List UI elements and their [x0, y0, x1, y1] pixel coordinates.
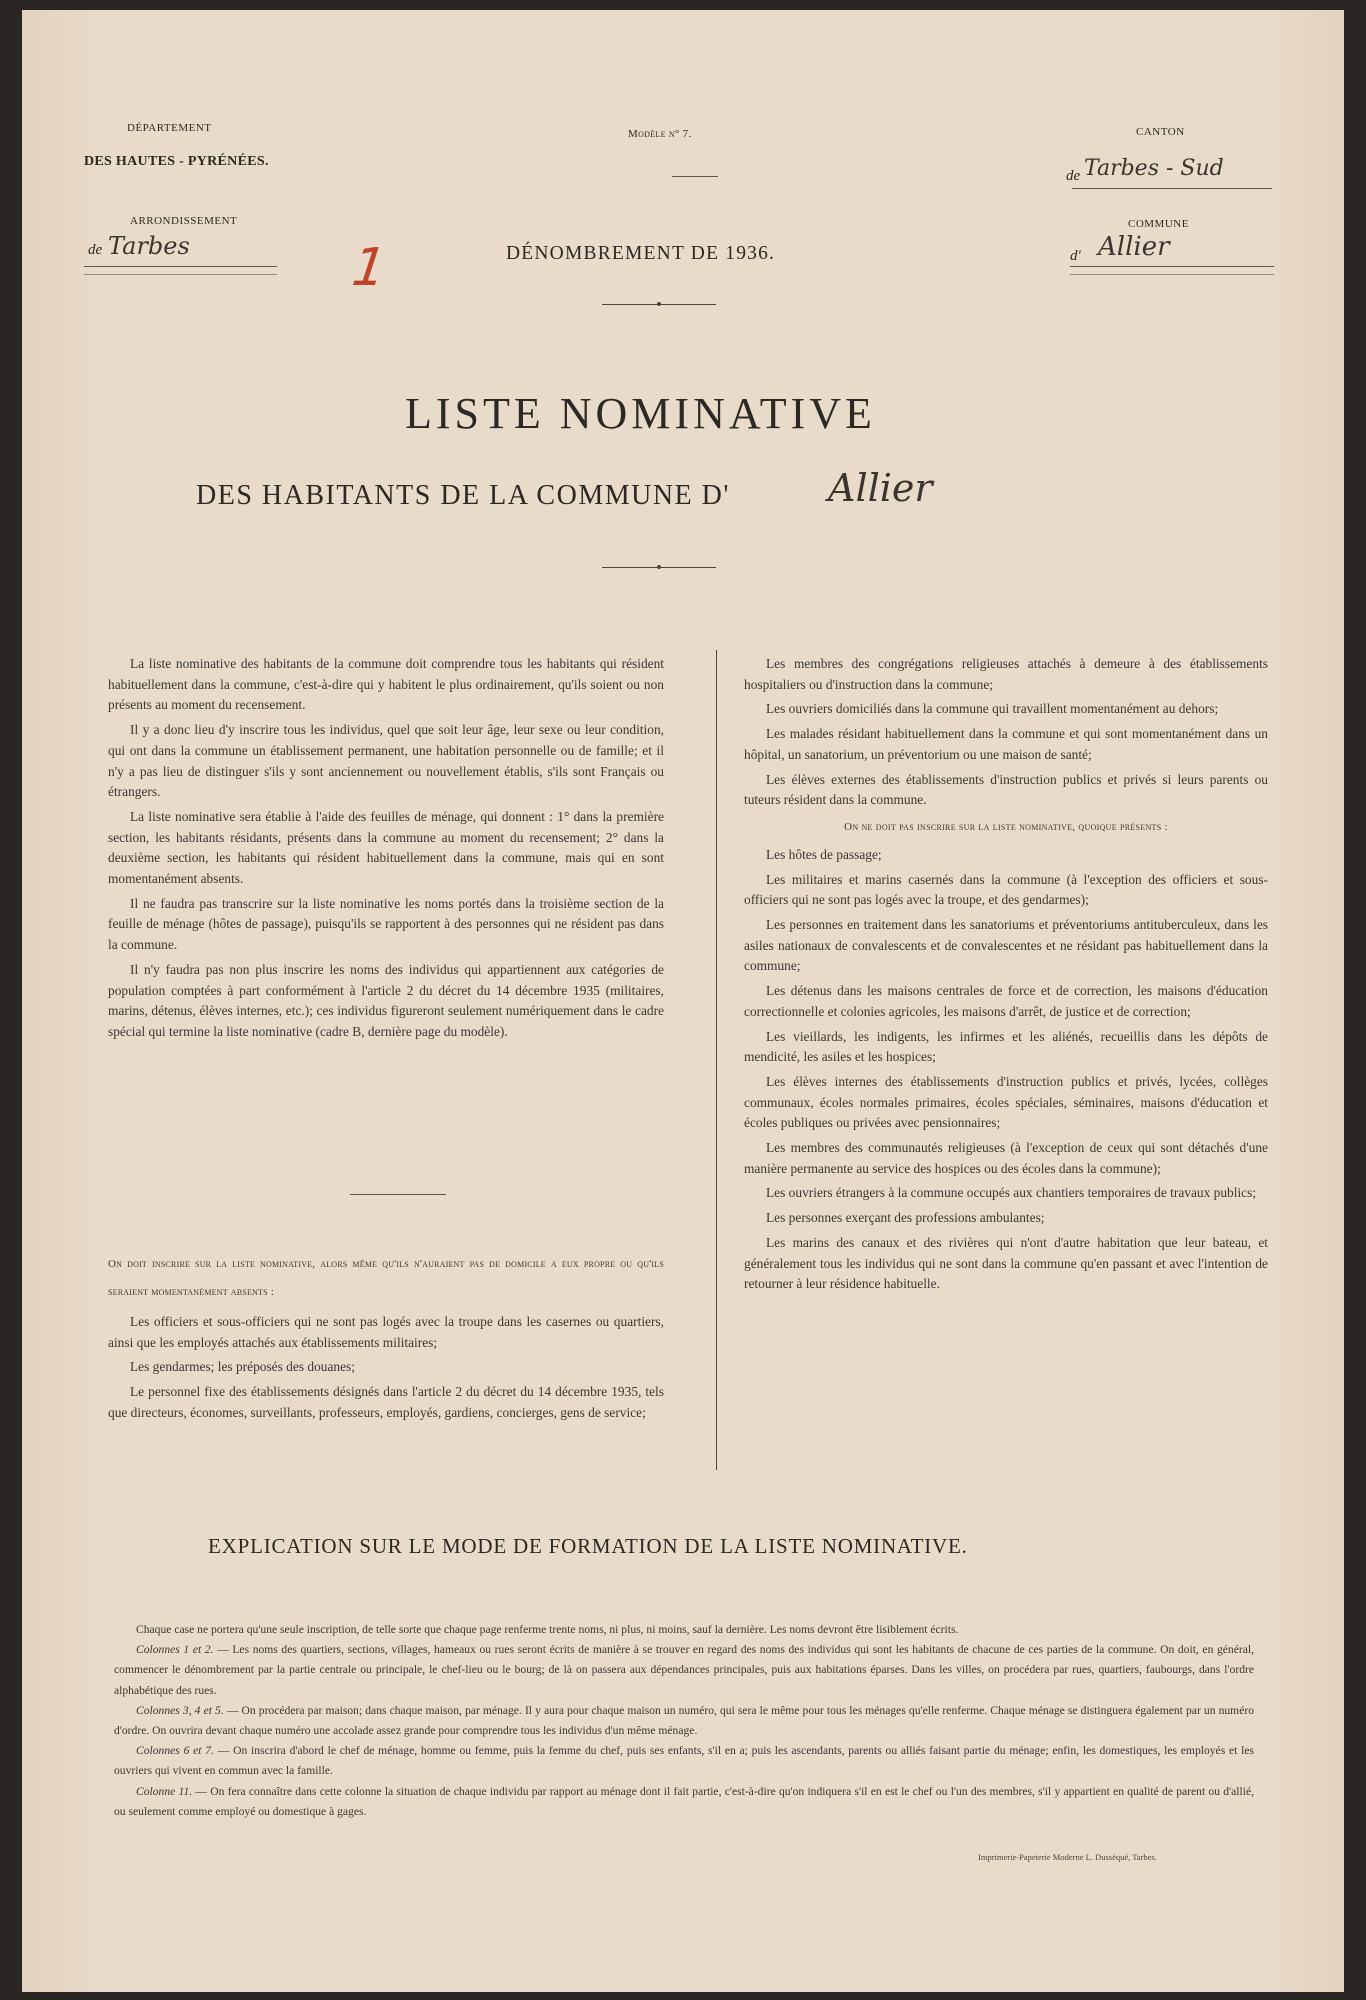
- right-paragraph: Les détenus dans les maisons centrales de force et de correction, les maisons d'éducation correctionnelle et colonies agricoles, les maisons d'arrêt, de justice et de correction;: [744, 983, 1268, 1019]
- commune-line-2: [1070, 274, 1274, 275]
- census-form-page: [22, 10, 1344, 1992]
- explication-paragraph: [114, 1782, 1254, 1822]
- explication-paragraph: [114, 1701, 1254, 1741]
- departement-value: DES HAUTES - PYRÉNÉES.: [84, 154, 269, 169]
- right-paragraph: Les membres des communautés religieuses (à l'exception de ceux qui sont détachés d'une manière permanente au service des hospices ou des écoles dans la commune);: [744, 1140, 1268, 1176]
- column-ref: Colonnes 6 et 7.: [136, 1744, 214, 1758]
- right-paragraph: Les ouvriers domiciliés dans la commune qui travaillent momentanément au dehors;: [766, 701, 1219, 717]
- arrondissement-label: ARRONDISSEMENT: [130, 215, 238, 227]
- right-paragraph: Les militaires et marins casernés dans la commune (à l'exception des officiers et sous-officiers qui ne sont pas logés avec la troupe, et des gendarmes);: [744, 871, 1268, 908]
- departement-label: DÉPARTEMENT: [127, 122, 212, 134]
- explication-title: EXPLICATION SUR LE MODE DE FORMATION DE LA LISTE NOMINATIVE.: [208, 1534, 968, 1558]
- left-column-rule: [350, 1194, 446, 1195]
- subtitle-handwritten-commune: Allier: [828, 466, 933, 510]
- right-paragraph: Les marins des canaux et des rivières qui n'ont d'autre habitation que leur bateau, et généralement tous les individus qui ne sont dans la commune qu'en passant et avec l'intention de retourner à leur résidence habituelle.: [744, 1234, 1268, 1292]
- left-paragraph: Il y a donc lieu d'y inscrire tous les individus, quel que soit leur âge, leur sexe ou leur condition, qui ont dans la commune un établissement permanent, une habitation personnelle ou de famille; et il n'y a pas lieu de distinguer s'ils y sont anciennement ou nouvellement établis, s'ils sont Français ou étrangers.: [108, 722, 664, 800]
- left-column-intro: [108, 654, 664, 1047]
- right-column: [744, 654, 1268, 1299]
- explication-text: — On fera connaître dans cette colonne la situation de chaque individu par rapport au ménage dont il fait partie, c'est-à-dire qu'on indiquera s'il en est le chef ou l'un des membres, s'il y appartient en qualité de parent ou d'allié, ou seulement comme employé ou domestique à gages.: [114, 1784, 1254, 1818]
- left-heading: On doit inscrire sur la liste nominative, alors même qu'ils n'auraient pas de domicile a eux propre ou qu'ils seraient momentanément absents :: [108, 1258, 664, 1298]
- right-paragraph: Les malades résidant habituellement dans la commune et qui sont momentanément dans un hôpital, un sanatorium, un préventorium ou une maison de santé;: [744, 726, 1268, 762]
- commune-line: [1070, 266, 1274, 267]
- explication-paragraph: [114, 1640, 1254, 1701]
- left-paragraph: La liste nominative des habitants de la commune doit comprendre tous les habitants qui résident habituellement dans la commune, c'est-à-dire qui y habitent le plus ordinairement, qu'ils soient ou non présents au moment du recensement.: [108, 656, 664, 713]
- right-paragraph: Les personnes en traitement dans les sanatoriums et préventoriums antituberculeux, dans les asiles nationaux de convalescents et de convalescentes et ne résidant pas habituellement dans la commune;: [744, 917, 1268, 974]
- denombrement-rule: [602, 304, 716, 305]
- explication-text: — On procédera par maison; dans chaque maison, par ménage. Il y aura pour chaque maison un numéro, qui sera le même pour tous les ménages qu'elle renferme. Chaque ménage se distinguera également par un numéro d'ordre. On ouvrira devant chaque numéro une accolade assez grande pour comprendre tous les individus d'un même ménage.: [114, 1703, 1254, 1738]
- arrondissement-line-2: [84, 274, 277, 275]
- right-paragraph: Les membres des congrégations religieuses attachés à demeure à des établissements hospitaliers ou d'instruction dans la commune;: [744, 656, 1268, 692]
- canton-label: CANTON: [1136, 126, 1185, 138]
- printer-imprint: Imprimerie-Papeterie Moderne L. Dussèqué, Tarbes.: [978, 1852, 1157, 1862]
- main-title: LISTE NOMINATIVE: [405, 389, 876, 438]
- right-paragraph: Les vieillards, les indigents, les infirmes et les aliénés, recueillis dans les dépôts de mendicité, les asiles et les hospices;: [744, 1028, 1268, 1065]
- commune-label: COMMUNE: [1128, 218, 1189, 230]
- left-paragraph: Les gendarmes; les préposés des douanes;: [130, 1359, 355, 1375]
- left-column-inscrire: [108, 1250, 664, 1428]
- commune-prefix: d': [1070, 248, 1081, 264]
- canton-handwritten: Tarbes - Sud: [1084, 156, 1224, 181]
- title-rule: [602, 567, 716, 568]
- left-paragraph: Il n'y faudra pas non plus inscrire les noms des individus qui appartiennent aux catégories de population comptées à part conformément à l'article 2 du décret du 14 décembre 1935 (militaires, marins, détenus, élèves internes, etc.); ces individus figureront seulement numériquement dans le cadre spécial qui termine la liste nominative (cadre B, dernière page du modèle).: [108, 961, 664, 1039]
- explication-body: [114, 1620, 1254, 1822]
- subtitle: DES HABITANTS DE LA COMMUNE D': [196, 480, 730, 511]
- column-ref: Colonnes 1 et 2.: [136, 1643, 214, 1657]
- commune-handwritten: Allier: [1098, 232, 1170, 262]
- right-paragraph: Les élèves externes des établissements d'instruction publics et privés si leurs parents ou tuteurs résident dans la commune.: [744, 771, 1268, 808]
- right-paragraph: Les personnes exerçant des professions ambulantes;: [766, 1210, 1045, 1226]
- left-paragraph: Le personnel fixe des établissements désignés dans l'article 2 du décret du 14 décembre 1935, tels que directeurs, économes, surveillants, professeurs, employés, gardiens, concierges, gens de service;: [108, 1384, 664, 1420]
- explication-text: — On inscrira d'abord le chef de ménage, homme ou femme, puis la femme du chef, puis ses enfants, s'il en a; puis les ascendants, parents ou alliés faisant partie du ménage; enfin, les domestiques, les employés et les ouvriers qui vivent en commun avec la famille.: [114, 1744, 1254, 1778]
- arrondissement-prefix: de: [88, 242, 103, 258]
- arrondissement-handwritten: Tarbes: [108, 232, 190, 260]
- column-ref: Colonnes 3, 4 et 5.: [136, 1703, 224, 1717]
- red-pencil-mark: 1: [342, 238, 395, 298]
- explication-text: — Les noms des quartiers, sections, villages, hameaux ou rues seront écrits de manière à se trouver en regard des noms des individus qui sont les habitants de chacune de ces parties de la commune. On doit, en général, commencer le dénombrement par la partie centrale ou principale, le chef-lieu ou le bourg; de là on passera aux dépendances principales, puis aux habitations éparses. Dans les villes, on procédera par rues, quartiers, faubourgs, dans l'ordre alphabétique des rues.: [114, 1643, 1255, 1697]
- right-paragraph: Les ouvriers étrangers à la commune occupés aux chantiers temporaires de travaux publics;: [766, 1185, 1257, 1201]
- explication-paragraph: [114, 1741, 1254, 1781]
- modele-number: Modèle n° 7.: [628, 128, 692, 140]
- canton-line: [1072, 188, 1272, 189]
- left-paragraph: La liste nominative sera établie à l'aide des feuilles de ménage, qui donnent : 1° dans la première section, les habitants résidants, présents dans la commune au moment du recensement; 2° dans la deuxième section, les habitants qui résident habituellement dans la commune, mais qui en sont momentanément absents.: [108, 808, 664, 887]
- canton-prefix: de: [1066, 168, 1081, 184]
- column-ref: Colonne 11.: [136, 1784, 193, 1798]
- right-paragraph: Les élèves internes des établissements d'instruction publics et privés, lycées, collèges communaux, écoles normales primaires, écoles spéciales, séminaires, maisons d'éducation et écoles publiques ou privées avec pensionnaires;: [744, 1073, 1268, 1131]
- arrondissement-line: [84, 266, 277, 267]
- column-divider: [716, 650, 717, 1470]
- denombrement-title: DÉNOMBREMENT DE 1936.: [506, 243, 776, 264]
- right-paragraph: Les hôtes de passage;: [766, 846, 882, 862]
- left-paragraph: Il ne faudra pas transcrire sur la liste nominative les noms portés dans la troisième section de la feuille de ménage (hôtes de passage), puisqu'ils se rapportent à des personnes qui ne résident pas dans la commune.: [108, 895, 664, 953]
- modele-rule: [672, 176, 718, 177]
- right-heading: On ne doit pas inscrire sur la liste nominative, quoique présents :: [844, 820, 1168, 833]
- left-paragraph: Les officiers et sous-officiers qui ne sont pas logés avec la troupe dans les casernes ou quartiers, ainsi que les employés attachés aux établissements militaires;: [108, 1314, 664, 1350]
- explication-paragraph: Chaque case ne portera qu'une seule inscription, de telle sorte que chaque page renferme trente noms, ni plus, ni moins, sauf la dernière. Les noms devront être lisiblement écrits.: [136, 1623, 959, 1636]
